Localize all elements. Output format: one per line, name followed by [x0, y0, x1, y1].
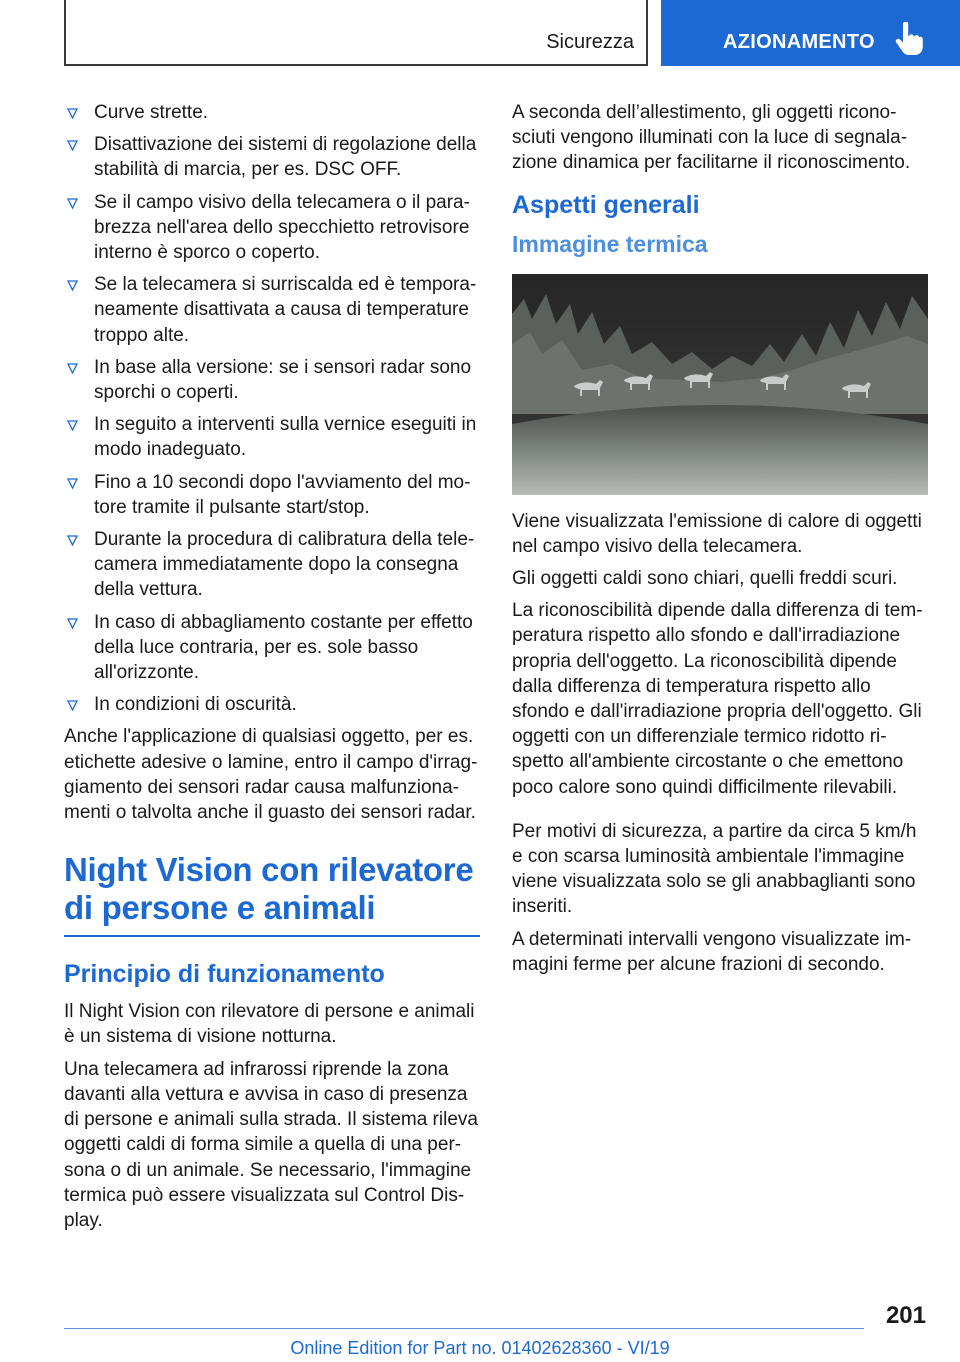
bullet-triangle-icon	[67, 420, 78, 431]
list-item: Se la telecamera si surriscalda ed è temporaneamente disattivata a causa di temperature troppo alte.	[64, 272, 480, 348]
footer-divider	[64, 1328, 864, 1329]
right-column	[512, 100, 928, 984]
list-item: Curve strette.	[64, 100, 480, 125]
page-number: 201	[885, 1302, 926, 1329]
hand-pointer-icon	[895, 22, 923, 56]
bullet-triangle-icon	[67, 700, 78, 711]
conditions-list	[64, 100, 480, 717]
body-paragraph: Per motivi di sicurezza, a partire da circa 5 km/h e con scarsa luminosità ambientale l'immagine viene visualizzata solo se gli anabbaglianti sono inseriti.	[512, 820, 917, 918]
list-item: In condizioni di oscurità.	[64, 692, 480, 717]
bullet-triangle-icon	[67, 618, 78, 629]
header-section-box	[64, 0, 648, 66]
header-chapter-tab	[661, 0, 960, 66]
body-paragraph: La riconoscibilità dipende dalla differenza di temperatura rispetto allo sfondo e dall'irradiazione propria dell'oggetto. La riconoscibilità dipende dalla differenza di temperatura rispetto allo sfondo e dall'irradiazione propria dell'oggetto. Gli oggetti con un differenziale termico ridotto rispetto all'ambiente circostante o che emettono poco calore sono quindi difficilmente rilevabili.	[512, 600, 923, 798]
list-item: Se il campo visivo della telecamera o il parabrezza nell'area dello specchietto retrovisore interno è sporco o coperto.	[64, 190, 480, 266]
header-section-title: Sicurezza	[546, 31, 634, 53]
body-paragraph: A seconda dell’allestimento, gli oggetti riconosciuti vengono illuminati con la luce di segnalazione dinamica per facilitarne il riconoscimento.	[512, 102, 911, 174]
subsection-heading: Principio di funzionamento	[64, 960, 385, 989]
bullet-triangle-icon	[67, 198, 78, 209]
bullet-triangle-icon	[67, 108, 78, 119]
list-item: Durante la procedura di calibratura della telecamera immediatamente dopo la consegna della vettura.	[64, 527, 480, 603]
footer-edition-text: Online Edition for Part no. 01402628360 - VI/19	[290, 1338, 670, 1358]
bullet-triangle-icon	[67, 280, 78, 291]
list-item: Disattivazione dei sistemi di regolazione della stabilità di marcia, per es. DSC OFF.	[64, 132, 480, 182]
bullet-triangle-icon	[67, 478, 78, 489]
body-paragraph: Gli oggetti caldi sono chiari, quelli freddi scuri.	[512, 568, 898, 590]
body-paragraph: Il Night Vision con rilevatore di persone e animali è un sistema di visione notturna.	[64, 1001, 475, 1048]
header-chapter-title: AZIONAMENTO	[723, 31, 875, 53]
left-column	[64, 100, 480, 1240]
body-paragraph: Una telecamera ad infrarossi riprende la zona davanti alla vettura e avvisa in caso di presenza di persone e animali sulla strada. Il sistema rileva oggetti caldi di forma simile a quella di una persona o di un animale. Se necessario, l'immagine termica può essere visualizzata sul Control Display.	[64, 1058, 478, 1231]
list-item: Fino a 10 secondi dopo l'avviamento del motore tramite il pulsante start/stop.	[64, 470, 480, 520]
bullet-triangle-icon	[67, 140, 78, 151]
thermal-image-illustration	[512, 274, 928, 495]
body-paragraph: Viene visualizzata l'emissione di calore di oggetti nel campo visivo della telecamera.	[512, 510, 922, 557]
body-paragraph: A determinati intervalli vengono visualizzate immagini ferme per alcune frazioni di secondo.	[512, 928, 912, 975]
subsection-heading: Aspetti generali	[512, 190, 700, 219]
list-item: In caso di abbagliamento costante per effetto della luce contraria, per es. sole basso all'orizzonte.	[64, 610, 480, 686]
bullet-triangle-icon	[67, 363, 78, 374]
subsubsection-heading: Immagine termica	[512, 230, 708, 257]
list-item: In seguito a interventi sulla vernice eseguiti in modo inadeguato.	[64, 412, 480, 462]
radar-warning-paragraph: Anche l'applicazione di qualsiasi oggetto, per es. etichette adesive o lamine, entro il campo d'irraggiamento dei sensori radar causa malfunzionamenti o talvolta anche il guasto dei sensori radar.	[64, 726, 478, 824]
bullet-triangle-icon	[67, 535, 78, 546]
list-item: In base alla versione: se i sensori radar sono sporchi o coperti.	[64, 355, 480, 405]
section-heading: Night Vision con rilevatore di persone e animali	[64, 851, 480, 937]
